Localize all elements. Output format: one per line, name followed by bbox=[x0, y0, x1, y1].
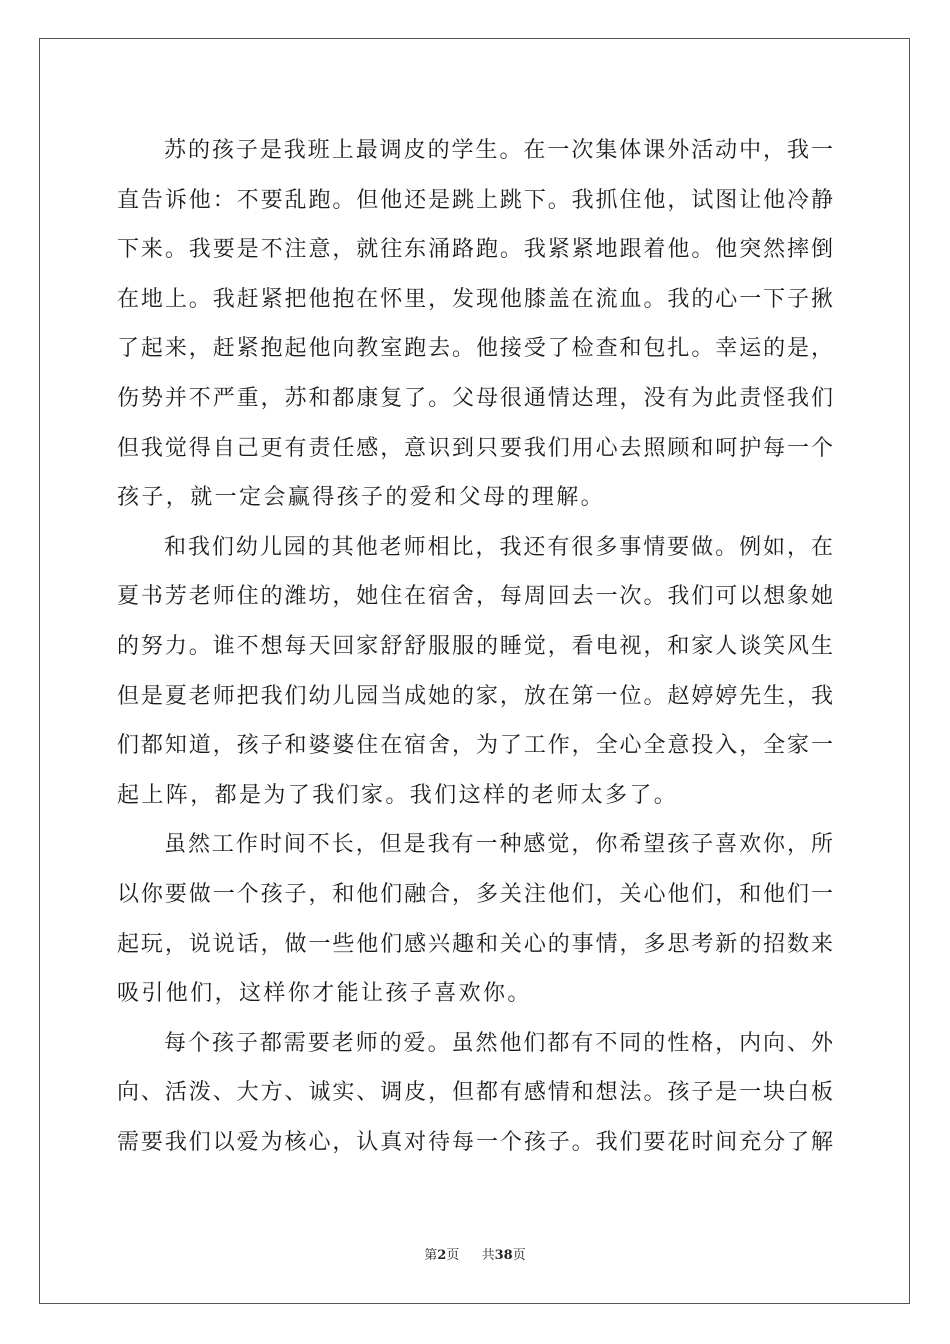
text-line: 需要我们以爱为核心，认真对待每一个孩子。我们要花时间充分了解 bbox=[117, 1129, 833, 1155]
text-line: 们都知道，孩子和婆婆住在宿舍，为了工作，全心全意投入，全家一 bbox=[117, 733, 833, 759]
text-line: 直告诉他：不要乱跑。但他还是跳上跳下。我抓住他，试图让他冷静 bbox=[117, 187, 833, 213]
page-label bbox=[424, 1244, 459, 1263]
text-line: 在地上。我赶紧把他抱在怀里，发现他膝盖在流血。我的心一下子揪 bbox=[117, 286, 833, 312]
text-line: 起玩，说说话，做一些他们感兴趣和关心的事情，多思考新的招数来 bbox=[117, 931, 833, 957]
page-number: 2 bbox=[437, 1248, 447, 1263]
total-suffix: 页 bbox=[512, 1248, 526, 1263]
text-line: 和我们幼儿园的其他老师相比，我还有很多事情要做。例如，在 bbox=[164, 534, 833, 560]
text-line: 了起来，赶紧抱起他向教室跑去。他接受了检查和包扎。幸运的是， bbox=[117, 336, 833, 362]
text-line: 起上阵，都是为了我们家。我们这样的老师太多了。 bbox=[117, 782, 679, 808]
text-line: 向、活泼、大方、诚实、调皮，但都有感情和想法。孩子是一块白板 bbox=[117, 1080, 833, 1106]
text-line: 孩子，就一定会赢得孩子的爱和父母的理解。 bbox=[117, 485, 606, 511]
text-line: 但是夏老师把我们幼儿园当成她的家，放在第一位。赵婷婷先生，我 bbox=[117, 683, 833, 709]
page-footer bbox=[0, 1244, 950, 1263]
page-prefix: 第 bbox=[424, 1248, 438, 1263]
total-prefix: 共 bbox=[481, 1248, 495, 1263]
text-line: 夏书芳老师住的潍坊，她住在宿舍，每周回去一次。我们可以想象她 bbox=[117, 584, 833, 610]
document-body bbox=[117, 126, 833, 1167]
text-line: 每个孩子都需要老师的爱。虽然他们都有不同的性格，内向、外 bbox=[164, 1030, 833, 1056]
text-line: 吸引他们，这样你才能让孩子喜欢你。 bbox=[117, 981, 532, 1007]
text-line: 以你要做一个孩子，和他们融合，多关注他们，关心他们，和他们一 bbox=[117, 881, 833, 907]
total-number: 38 bbox=[494, 1248, 513, 1263]
total-pages-label bbox=[482, 1244, 526, 1263]
text-line: 的努力。谁不想每天回家舒舒服服的睡觉，看电视，和家人谈笑风生 bbox=[117, 633, 833, 659]
page-suffix: 页 bbox=[446, 1248, 460, 1263]
text-line: 伤势并不严重，苏和都康复了。父母很通情达理，没有为此责怪我们 bbox=[117, 385, 833, 411]
text-line: 苏的孩子是我班上最调皮的学生。在一次集体课外活动中，我一 bbox=[164, 138, 833, 163]
text-line: 但我觉得自己更有责任感，意识到只要我们用心去照顾和呵护每一个 bbox=[117, 435, 833, 461]
text-line: 虽然工作时间不长，但是我有一种感觉，你希望孩子喜欢你，所 bbox=[164, 832, 833, 858]
text-line: 下来。我要是不注意，就往东涌路跑。我紧紧地跟着他。他突然摔倒 bbox=[117, 237, 833, 263]
